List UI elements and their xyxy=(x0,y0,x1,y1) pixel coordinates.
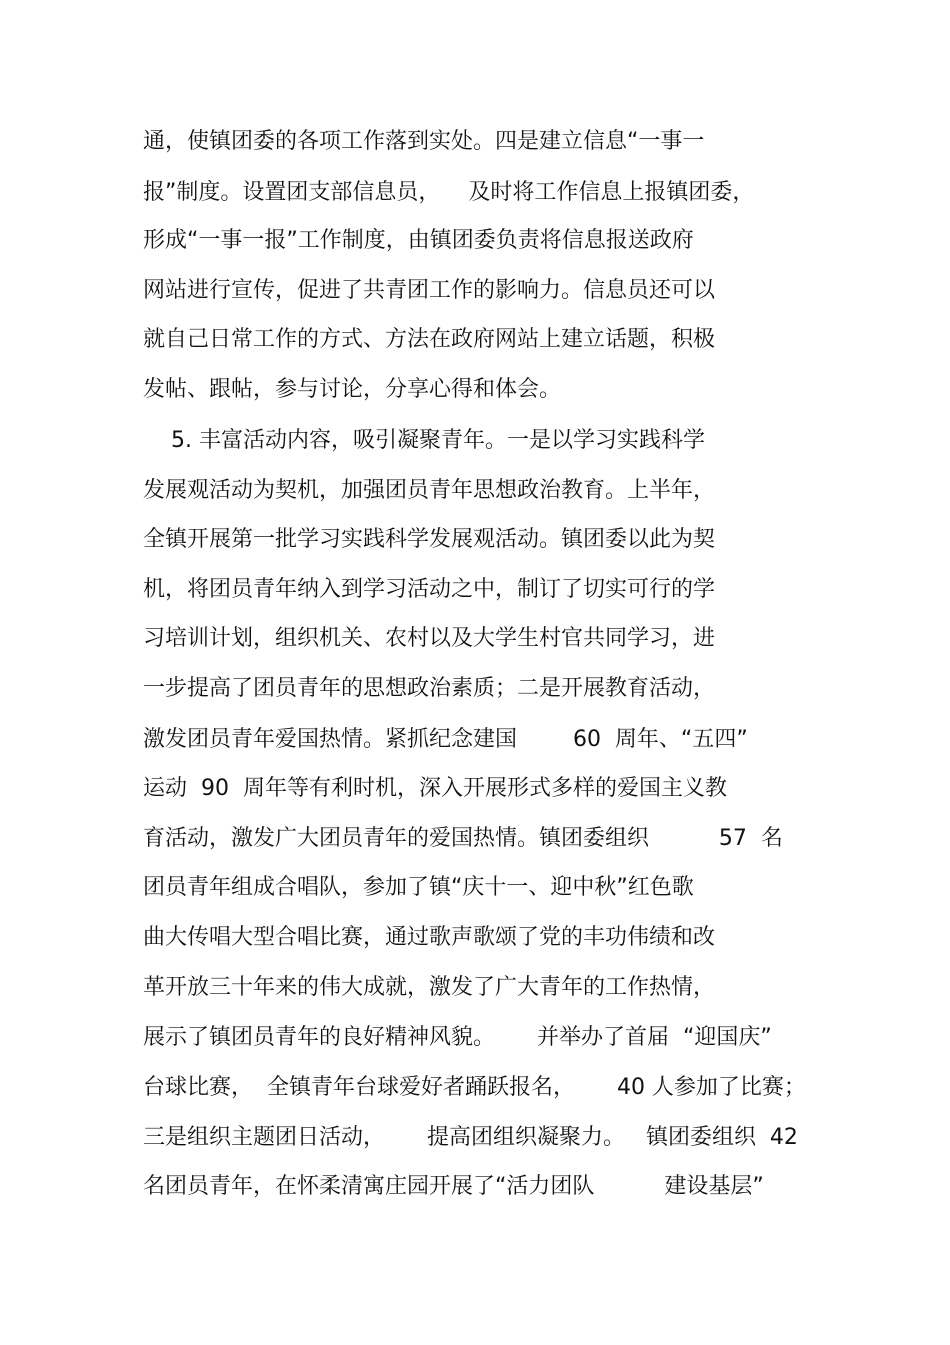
text-line: 机，将团员青年纳入到学习活动之中，制订了切实可行的学 xyxy=(143,577,716,602)
text-line: 团员青年组成合唱队，参加了镇“庆十一、迎中秋”红色歌 xyxy=(143,875,694,900)
text-line: 革开放三十年来的伟大成就，激发了广大青年的工作热情， xyxy=(143,975,716,1000)
text-line: 全镇开展第一批学习实践科学发展观活动。镇团委以此为契 xyxy=(143,527,716,552)
text-line: 报”制度。设置团支部信息员， 及时将工作信息上报镇团委， xyxy=(143,180,755,205)
text-line: 名团员青年，在怀柔清寓庄园开展了“活力团队 建设基层” xyxy=(143,1174,764,1199)
text-line: 三是组织主题团日活动， 提高团组织凝聚力。 镇团委组织 42 xyxy=(143,1125,798,1150)
text-line: 通，使镇团委的各项工作落到实处。四是建立信息“一事一 xyxy=(143,129,705,154)
text-line: 发帖、跟帖，参与讨论，分享心得和体会。 xyxy=(143,377,562,402)
text-line: 发展观活动为契机，加强团员青年思想政治教育。上半年， xyxy=(143,478,716,503)
text-line: 网站进行宣传，促进了共青团工作的影响力。信息员还可以 xyxy=(143,278,716,303)
text-line: 育活动，激发广大团员青年的爱国热情。镇团委组织 57 名 xyxy=(143,826,783,851)
text-line: 就自己日常工作的方式、方法在政府网站上建立话题，积极 xyxy=(143,327,716,352)
text-line: 习培训计划，组织机关、农村以及大学生村官共同学习，进 xyxy=(143,626,716,651)
text-line: 展示了镇团员青年的良好精神风貌。 并举办了首届 “迎国庆” xyxy=(143,1025,772,1050)
text-line: 5. 丰富活动内容，吸引凝聚青年。一是以学习实践科学 xyxy=(143,428,705,453)
text-line: 形成“一事一报”工作制度，由镇团委负责将信息报送政府 xyxy=(143,228,694,253)
text-line: 激发团员青年爱国热情。紧抓纪念建国 60 周年、“五四” xyxy=(143,727,748,752)
text-line: 台球比赛， 全镇青年台球爱好者踊跃报名， 40 人参加了比赛； xyxy=(143,1075,806,1100)
text-line: 运动 90 周年等有利时机，深入开展形式多样的爱国主义教 xyxy=(143,776,727,801)
text-line: 一步提高了团员青年的思想政治素质；二是开展教育活动， xyxy=(143,676,716,701)
text-line: 曲大传唱大型合唱比赛，通过歌声歌颂了党的丰功伟绩和改 xyxy=(143,925,716,950)
